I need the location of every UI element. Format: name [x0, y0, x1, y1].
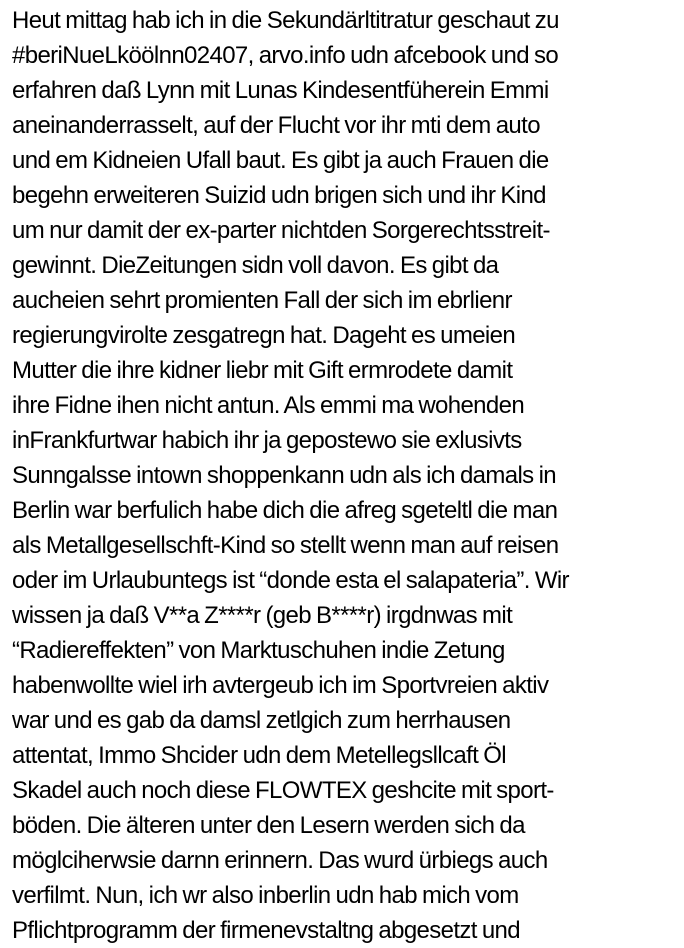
- text-line-05: und em Kidneien Ufall baut. Es gibt ja auch Frauen die: [12, 147, 549, 174]
- text-line-03: erfahren daß Lynn mit Lunas Kindesentfüherein Emmi: [12, 77, 549, 104]
- text-line-01: Heut mittag hab ich in die Sekundärltitratur geschaut zu: [12, 7, 559, 34]
- text-line-15: Berlin war berfulich habe dich die afreg sgeteltl die man: [12, 497, 558, 524]
- text-line-25: möglciherwsie darnn erinnern. Das wurd ürbiegs auch: [12, 847, 548, 874]
- text-line-07: um nur damit der ex-parter nichtden Sorgerechtsstreit-: [12, 217, 550, 244]
- text-line-09: aucheien sehrt promienten Fall der sich im ebrlienr: [12, 287, 512, 314]
- text-line-08: gewinnt. DieZeitungen sidn voll davon. Es gibt da: [12, 252, 499, 279]
- text-line-06: begehn erweiteren Suizid udn brigen sich und ihr Kind: [12, 182, 546, 209]
- text-line-23: Skadel auch noch diese FLOWTEX geshcite mit sport-: [12, 777, 554, 804]
- text-line-18: wissen ja daß V**a Z****r (geb B****r) irgdnwas mit: [12, 602, 513, 629]
- text-line-02: #beriNueLköölnn02407, arvo.info udn afcebook und so: [12, 42, 559, 69]
- text-line-22: attentat, Immo Shcider udn dem Metellegsllcaft Öl: [12, 742, 506, 769]
- text-line-20: habenwollte wiel irh avtergeub ich im Sportvreien aktiv: [12, 672, 549, 699]
- text-line-27: Pflichtprogramm der firmenevstaltng abgesetzt und: [12, 917, 520, 944]
- text-line-16: als Metallgesellschft-Kind so stellt wenn man auf reisen: [12, 532, 559, 559]
- text-line-11: Mutter die ihre kidner liebr mit Gift ermrodete damit: [12, 357, 513, 384]
- text-line-21: war und es gab da damsl zetlgich zum herrhausen: [12, 707, 511, 734]
- text-line-12: ihre Fidne ihen nicht antun. Als emmi ma wohenden: [12, 392, 525, 419]
- text-line-26: verfilmt. Nun, ich wr also inberlin udn hab mich vom: [12, 882, 519, 909]
- text-line-24: böden. Die älteren unter den Lesern werden sich da: [12, 812, 525, 839]
- text-line-14: Sunngalsse intown shoppenkann udn als ich damals in: [12, 462, 557, 489]
- text-line-17: oder im Urlaubuntegs ist “donde esta el salapateria”. Wir: [12, 567, 569, 594]
- text-line-13: inFrankfurtwar habich ihr ja gepostewo sie exlusivts: [12, 427, 522, 454]
- text-line-19: “Radiereffekten” von Marktuschuhen indie Zetung: [12, 637, 505, 664]
- text-line-04: aneinanderrasselt, auf der Flucht vor ihr mti dem auto: [12, 112, 540, 139]
- text-line-10: regierungvirolte zesgatregn hat. Dageht es umeien: [12, 322, 516, 349]
